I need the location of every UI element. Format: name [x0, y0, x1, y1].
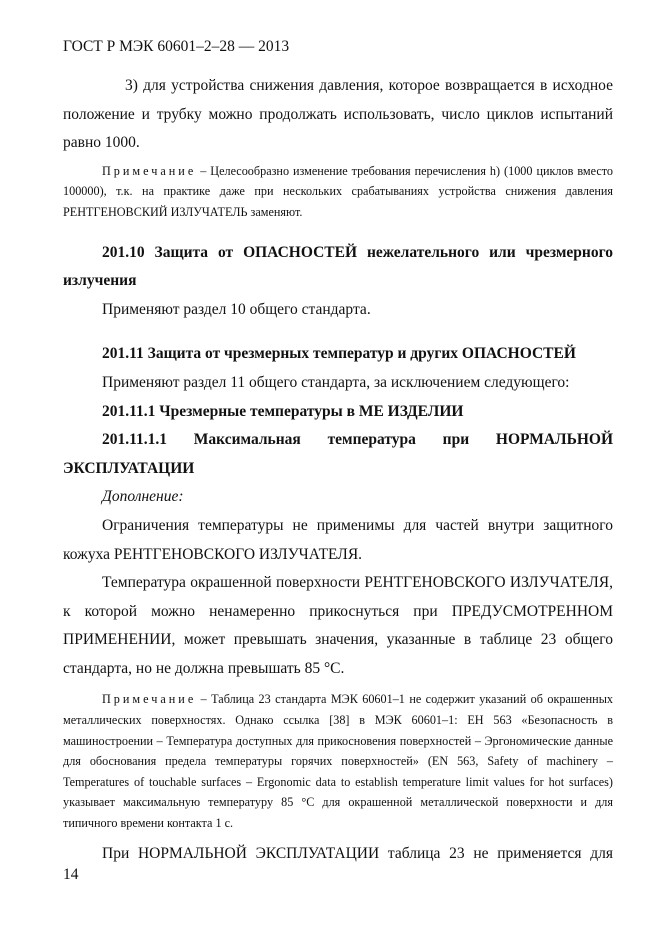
paragraph: При НОРМАЛЬНОЙ ЭКСПЛУАТАЦИИ таблица 23 не применяется для: [102, 844, 613, 862]
paragraph: Ограничения температуры не применимы для частей внутри защитного кожуха РЕНТГЕНОВСКОГО ИЗЛУЧАТЕЛЯ.: [63, 516, 613, 563]
subsection-heading-201-11-1-1: 201.11.1.1 Максимальная температура при НОРМАЛЬНОЙ ЭКСПЛУАТАЦИИ: [63, 431, 613, 477]
note-text: – Целесообразно изменение требования перечисления h) (1000 циклов вместо 100000), т.к. на практике даже при нескольких срабатываниях устройства снижения давления РЕНТГЕНОВСКИЙ ИЗЛУЧАТЕЛЬ заменяют.: [63, 163, 613, 219]
section-heading-201-11: 201.11 Защита от чрезмерных температур и других ОПАСНОСТЕЙ: [102, 345, 576, 363]
note-2: [63, 689, 613, 833]
subsection-heading-201-11-1: 201.11.1 Чрезмерные температуры в МЕ ИЗДЕЛИИ: [102, 402, 464, 420]
paragraph: Температура окрашенной поверхности РЕНТГЕНОВСКОГО ИЗЛУЧАТЕЛЯ, к которой можно ненамеренно прикоснуться при ПРЕДУСМОТРЕННОМ ПРИМЕНЕНИИ, может превышать значения, указанные в таблице 23 общего стандарта, но не должна превышать 85 °С.: [63, 574, 613, 677]
list-item-3: 3) для устройства снижения давления, которое возвращается в исходное положение и трубку можно продолжать использовать, число циклов испытаний равно 1000.: [63, 77, 613, 152]
note-label: Примечание: [102, 692, 197, 707]
section-heading-201-10: 201.10 Защита от ОПАСНОСТЕЙ нежелательного или чрезмерного излучения: [63, 243, 613, 290]
document-header: ГОСТ Р МЭК 60601–2–28 — 2013: [63, 38, 290, 55]
document-body: [63, 72, 613, 868]
note-1: [63, 161, 613, 223]
paragraph: Применяют раздел 11 общего стандарта, за исключением следующего:: [102, 373, 570, 391]
note-text: – Таблица 23 стандарта МЭК 60601–1 не содержит указаний об окрашенных металлических поверхностях. Однако ссылка [38] в МЭК 60601–1: ЕН 563 «Безопасность в машиностроении – Температура доступных для прикосновения поверхностей – Эргономические данные для обоснования предела температуры горячих поверхностей» (EN 563, Safety of machinery – Temperatures of touchable surfaces – Ergonomic data to establish temperature limit values for hot surfaces) указывает максимальную температуру 85 °С для окрашенной металлической поверхности и для типичного времени контакта 1 с.: [63, 692, 613, 831]
note-label: Примечание: [102, 163, 197, 178]
paragraph: Применяют раздел 10 общего стандарта.: [102, 300, 371, 318]
page-number: 14: [63, 866, 79, 883]
addition-label: Дополнение:: [102, 488, 184, 506]
